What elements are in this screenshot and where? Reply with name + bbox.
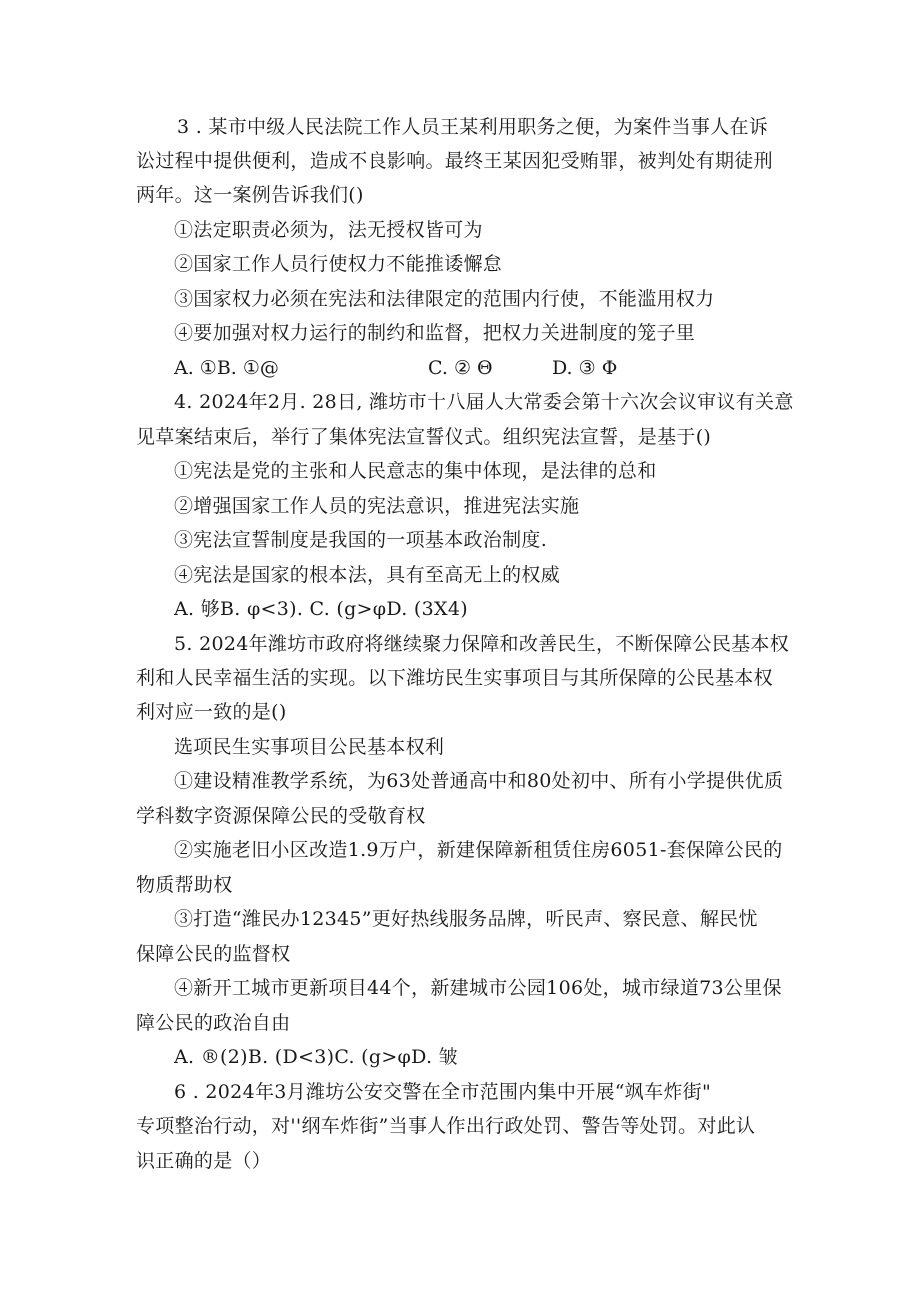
q5-options: A. ®(2)B. (D<3)C. (g>φD. 皱	[174, 1046, 458, 1068]
q5-stem-line-3: 利对应一致的是()	[136, 701, 287, 723]
q5-item-2-line-1: ②实施老旧小区改造1.9万户，新建保障新租赁住房6051-套保障公民的	[174, 839, 783, 861]
q4-item-3: ③宪法宣誓制度是我国的一项基本政治制度.	[174, 529, 548, 551]
q5-item-4-line-1: ④新开工城市更新项目44个，新建城市公园106处，城市绿道73公里保	[174, 977, 782, 999]
q5-table-header: 选项民生实事项目公民基本权利	[174, 736, 445, 758]
q4-item-1: ①宪法是党的主张和人民意志的集中体现，是法律的总和	[174, 460, 657, 482]
q5-item-3-line-1: ③打造“潍民办12345”更好热线服务品牌，听民声、察民意、解民忧	[174, 908, 758, 930]
q5-item-3-line-2: 保障公民的监督权	[136, 943, 291, 965]
q6-stem-line-1: 6 . 2024年3月潍坊公安交警在全市范围内集中开展“飒车炸街"	[174, 1081, 712, 1103]
q5-item-1-line-2: 学科数字资源保障公民的受敬育权	[136, 805, 426, 827]
q3-item-3: ③国家权力必须在宪法和法律限定的范围内行使，不能滥用权力	[174, 288, 715, 310]
q3-stem-line-1: 3 . 某市中级人民法院工作人员王某利用职务之便，为案件当事人在诉	[177, 116, 769, 138]
q5-item-2-line-2: 物质帮助权	[136, 874, 233, 896]
q6-stem-line-2: 专项整治行动，对''纲车炸街”当事人作出行政处罚、警告等处罚。对此认	[136, 1115, 756, 1137]
q4-item-4: ④宪法是国家的根本法，具有至高无上的权威	[174, 564, 561, 586]
q5-stem-line-1: 5. 2024年潍坊市政府将继续聚力保障和改善民生，不断保障公民基本权	[174, 633, 790, 655]
q3-stem-line-2: 讼过程中提供便利，造成不良影响。最终王某因犯受贿罪，被判处有期徒刑	[136, 150, 773, 172]
q3-item-1: ①法定职责必须为，法无授权皆可为	[174, 219, 483, 241]
q6-stem-line-3: 识正确的是（）	[136, 1150, 272, 1172]
q3-option-ab: A. ①B. ①@	[174, 357, 279, 379]
q3-option-d: D. ③ Φ	[552, 357, 618, 379]
q5-item-4-line-2: 障公民的政治自由	[136, 1012, 291, 1034]
q4-options: A. 够B. φ<3). C. (g>φD. (3X4)	[174, 598, 468, 620]
q3-option-c: C. ② Θ	[428, 357, 493, 379]
q4-stem-line-1: 4. 2024年2月. 28日, 潍坊市十八届人大常委会第十六次会议审议有关意	[174, 391, 794, 413]
q3-options	[174, 356, 734, 380]
q5-stem-line-2: 利和人民幸福生活的实现。以下潍坊民生实事项目与其所保障的公民基本权	[136, 667, 773, 689]
q3-stem-line-3: 两年。这一案例告诉我们()	[136, 184, 364, 206]
q5-item-1-line-1: ①建设精准教学系统，为63处普通高中和80处初中、所有小学提供优质	[174, 770, 784, 792]
q4-stem-line-2: 见草案结束后，举行了集体宪法宣誓仪式。组织宪法宣誓，是基于()	[136, 426, 712, 448]
q4-item-2: ②增强国家工作人员的宪法意识，推进宪法实施	[174, 495, 580, 517]
q3-item-2: ②国家工作人员行使权力不能推诿懈怠	[174, 253, 503, 275]
q3-item-4: ④要加强对权力运行的制约和监督，把权力关进制度的笼子里	[174, 322, 696, 344]
